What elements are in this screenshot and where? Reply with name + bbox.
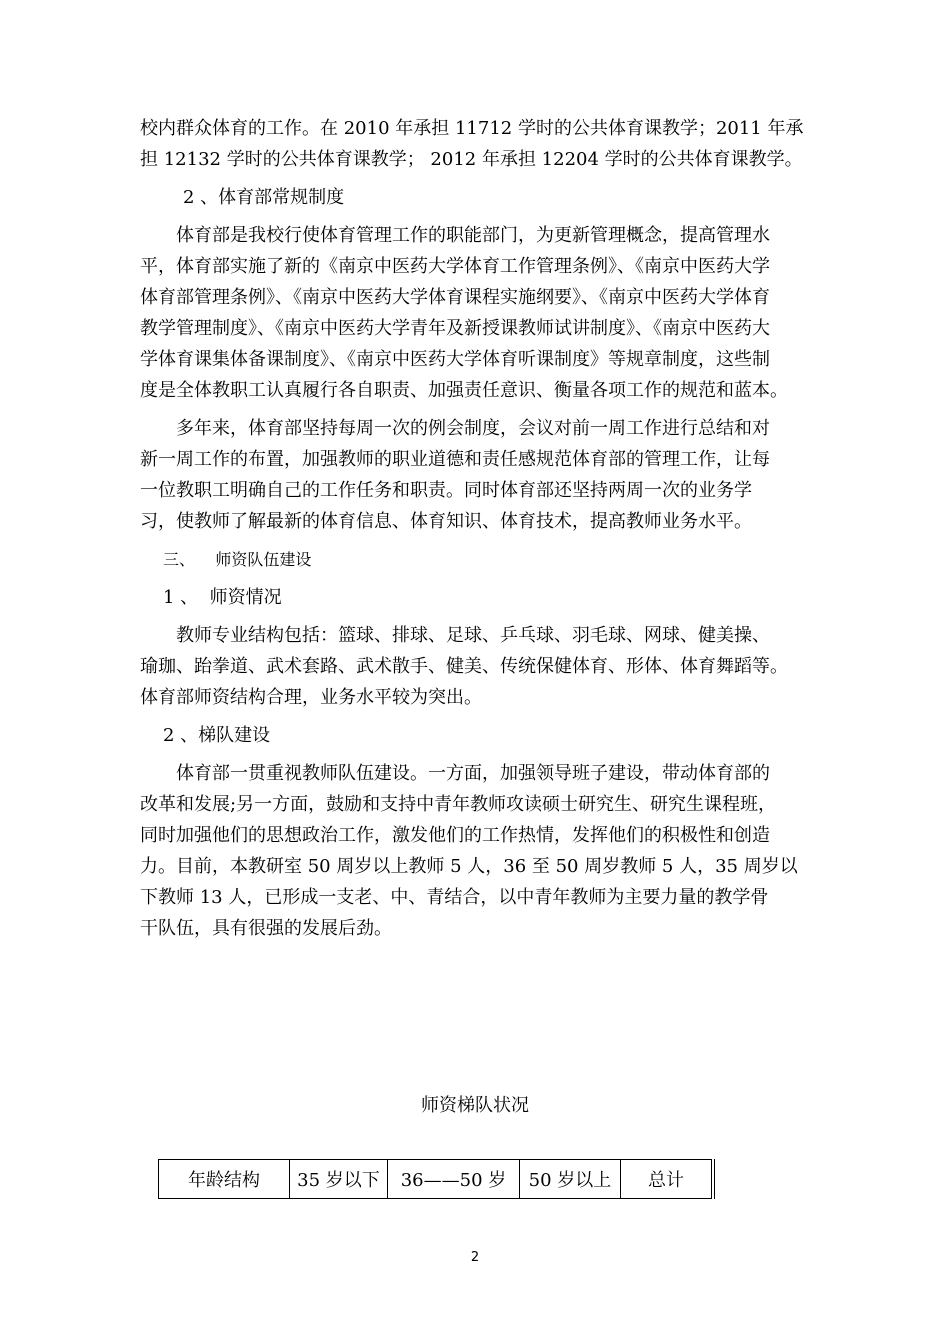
text-line: 体育部一贯重视教师队伍建设。一方面，加强领导班子建设，带动体育部的 xyxy=(176,763,770,784)
heading-faculty: 1 、 师资情况 xyxy=(163,587,282,608)
paragraph-faculty xyxy=(140,620,820,713)
text-line: 同时加强他们的思想政治工作，激发他们的工作热情，发挥他们的积极性和创造 xyxy=(140,825,770,846)
table-row xyxy=(159,1160,714,1199)
paragraph-ladder xyxy=(140,758,820,944)
table-header-cell: 35 岁以下 xyxy=(290,1160,388,1199)
text-line: 平，体育部实施了新的《南京中医药大学体育工作管理条例》、《南京中医药大学 xyxy=(140,256,770,277)
text-line: 下教师 13 人，已形成一支老、中、青结合，以中青年教师为主要力量的教学骨 xyxy=(140,887,769,908)
text-line: 教师专业结构包括：篮球、排球、足球、乒乓球、羽毛球、网球、健美操、 xyxy=(176,625,770,646)
heading-rules: 2 、体育部常规制度 xyxy=(183,187,345,208)
text-line: 体育部管理条例》、《南京中医药大学体育课程实施纲要》、《南京中医药大学体育 xyxy=(140,287,770,308)
text-line: 新一周工作的布置，加强教师的职业道德和责任感规范体育部的管理工作，让每 xyxy=(140,449,770,470)
table-header-cell: 年龄结构 xyxy=(159,1160,290,1199)
text-line: 习，使教师了解最新的体育信息、体育知识、体育技术，提高教师业务水平。 xyxy=(140,511,752,532)
text-line: 一位教职工明确自己的工作任务和职责。同时体育部还坚持两周一次的业务学 xyxy=(140,480,752,501)
page-number: 2 xyxy=(470,1250,480,1265)
text-line: 体育部师资结构合理，业务水平较为突出。 xyxy=(140,687,482,708)
table-header-cell: 36——50 岁 xyxy=(388,1160,520,1199)
heading-ladder: 2 、梯队建设 xyxy=(163,725,271,746)
paragraph-meetings xyxy=(140,413,820,537)
text-line: 校内群众体育的工作。在 2010 年承担 11712 学时的公共体育课教学；2011 年承 xyxy=(140,118,804,139)
text-line: 力。目前，本教研室 50 周岁以上教师 5 人，36 至 50 周岁教师 5 人，35 周岁以 xyxy=(140,856,798,877)
text-line: 教学管理制度》、《南京中医药大学青年及新授课教师试讲制度》、《南京中医药大 xyxy=(140,318,770,339)
table-header-cell: 50 岁以上 xyxy=(520,1160,621,1199)
text-line: 多年来，体育部坚持每周一次的例会制度，会议对前一周工作进行总结和对 xyxy=(176,418,770,439)
text-line: 度是全体教职工认真履行各自职责、加强责任意识、衡量各项工作的规范和蓝本。 xyxy=(140,380,788,401)
body-text xyxy=(140,113,820,944)
text-line: 改革和发展;另一方面，鼓励和支持中青年教师攻读硕士研究生、研究生课程班， xyxy=(140,794,777,815)
faculty-age-table xyxy=(158,1159,715,1199)
table-title: 师资梯队状况 xyxy=(421,1095,529,1116)
text-line: 体育部是我校行使体育管理工作的职能部门，为更新管理概念，提高管理水 xyxy=(176,225,770,246)
text-line: 担 12132 学时的公共体育课教学； 2012 年承担 12204 学时的公共体育课教学。 xyxy=(140,149,803,170)
text-line: 瑜珈、跆拳道、武术套路、武术散手、健美、传统保健体育、形体、体育舞蹈等。 xyxy=(140,656,788,677)
paragraph-rules xyxy=(140,220,820,406)
paragraph-teaching-hours xyxy=(140,113,820,175)
heading-section-3: 三、 师资队伍建设 xyxy=(163,550,312,569)
table-header-cell: 总计 xyxy=(621,1160,714,1199)
text-line: 干队伍，具有很强的发展后劲。 xyxy=(140,918,392,939)
text-line: 学体育课集体备课制度》、《南京中医药大学体育听课制度》等规章制度，这些制 xyxy=(140,349,770,370)
